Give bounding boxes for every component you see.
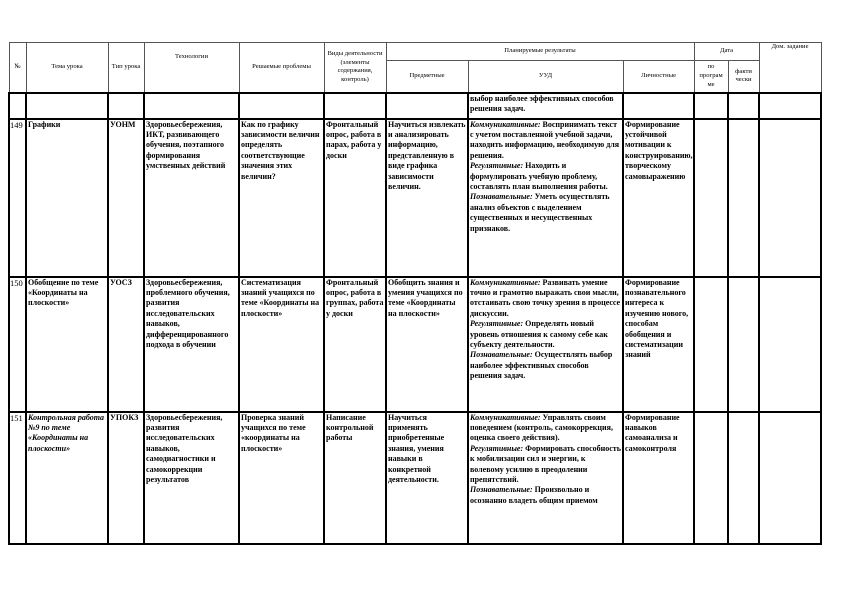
header-problems: Решаемые проблемы xyxy=(239,43,324,93)
problems: Систематизация знаний учащихся по теме «Координаты на плоскости» xyxy=(239,277,324,412)
uud-item xyxy=(470,278,621,320)
uud-text: Осуществлять выбор наиболее эффективных способов решения задач. xyxy=(470,350,613,381)
uud-label: Регулятивные: xyxy=(470,319,524,329)
date-by-program-cell[interactable] xyxy=(694,412,728,544)
personal-results: Формирование познавательного интереса к изучению нового, способам обобщения и систематизации знаний xyxy=(623,277,694,412)
uud-label: Регулятивные: xyxy=(470,161,524,171)
header-uud: УУД xyxy=(468,61,623,93)
header-personal: Личностные xyxy=(623,61,694,93)
uud-text: Управлять своим поведением (контроль, самокоррекция, оценка своего действия). xyxy=(470,412,613,443)
continuation-uud: выбор наиболее эффективных способов решения задач. xyxy=(468,93,623,119)
date-actual-cell[interactable] xyxy=(728,412,759,544)
header-activity: Виды деятельности (элементы содержания, контроль) xyxy=(324,43,386,93)
personal-results: Формирование навыков самоанализа и самоконтроля xyxy=(623,412,694,544)
uud-results xyxy=(468,412,623,544)
homework-cell[interactable] xyxy=(759,277,821,412)
uud-item xyxy=(470,350,621,381)
lesson-topic: Графики xyxy=(26,119,108,277)
header-by-program: по програм ме xyxy=(694,61,728,93)
personal-results: Формирование устойчивой мотивации к конструированию, творческому самовыражению xyxy=(623,119,694,277)
uud-text: Формировать способность к мобилизации сил и энергии, к волевому усилию в преодолении препятствий. xyxy=(470,443,621,484)
header-tech: Технологии xyxy=(144,43,239,93)
uud-text: Произвольно и осознанно владеть общим приемом xyxy=(470,485,598,505)
uud-item xyxy=(470,485,621,506)
subject-results: Научиться применять приобретенные знания, умения навыки в конкретной деятельности. xyxy=(386,412,468,544)
date-by-program-cell[interactable] xyxy=(694,277,728,412)
uud-text: Уметь осуществлять анализ объектов с выделением существенных и несущественных признаков. xyxy=(470,192,610,233)
uud-item xyxy=(470,319,621,350)
header-homework: Дом. задание xyxy=(759,43,821,93)
uud-label: Коммуникативные: xyxy=(470,277,541,287)
date-by-program-cell[interactable] xyxy=(694,119,728,277)
lesson-number: 149 xyxy=(9,119,26,277)
homework-cell[interactable] xyxy=(759,119,821,277)
lesson-number: 150 xyxy=(9,277,26,412)
technologies: Здоровьесбережения, развития исследовательских навыков, самодиагностики и самокоррекции результатов xyxy=(144,412,239,544)
header-date: Дата xyxy=(694,43,759,61)
header-subject: Предметные xyxy=(386,61,468,93)
header-topic: Тема урока xyxy=(26,43,108,93)
lesson-topic: Обобщение по теме «Координаты на плоскости» xyxy=(26,277,108,412)
uud-item xyxy=(470,192,621,234)
lesson-type: УОСЗ xyxy=(108,277,144,412)
activity-types: Фронтальный опрос, работа в парах, работа у доски xyxy=(324,119,386,277)
lesson-type: УОНМ xyxy=(108,119,144,277)
table-row xyxy=(9,277,821,412)
date-actual-cell[interactable] xyxy=(728,119,759,277)
uud-item xyxy=(470,413,621,444)
uud-item xyxy=(470,444,621,486)
subject-results: Обобщить знания и умения учащихся по теме «Координаты на плоскости» xyxy=(386,277,468,412)
lesson-number: 151 xyxy=(9,412,26,544)
table-row xyxy=(9,412,821,544)
uud-label: Познавательные: xyxy=(470,485,533,495)
continuation-row xyxy=(9,93,821,119)
subject-results: Научиться извлекать и анализировать информацию, представленную в виде графика зависимости величин. xyxy=(386,119,468,277)
lesson-plan-table xyxy=(8,42,822,545)
uud-label: Познавательные: xyxy=(470,350,533,360)
table-row xyxy=(9,119,821,277)
activity-types: Фронтальный опрос, работа в группах, работа у доски xyxy=(324,277,386,412)
uud-results xyxy=(468,119,623,277)
uud-label: Познавательные: xyxy=(470,192,533,202)
uud-text: Воспринимать текст с учетом поставленной учебной задачи, находить информацию, необходимую для решения. xyxy=(470,119,620,160)
header-planned: Планируемые результаты xyxy=(386,43,694,61)
problems: Как по графику зависимости величин определять соответствующие значения этих величин? xyxy=(239,119,324,277)
technologies: Здоровьесбережения, проблемного обучения, развития исследовательских навыков, дифференцированного подхода в обучении xyxy=(144,277,239,412)
header-type: Тип урока xyxy=(108,43,144,93)
problems: Проверка знаний учащихся по теме «координаты на плоскости» xyxy=(239,412,324,544)
uud-label: Коммуникативные: xyxy=(470,119,541,129)
uud-results xyxy=(468,277,623,412)
uud-label: Регулятивные: xyxy=(470,443,524,453)
lesson-type: УПОКЗ xyxy=(108,412,144,544)
uud-label: Коммуникативные: xyxy=(470,412,541,422)
uud-item xyxy=(470,161,621,192)
lesson-topic: Контрольная работа №9 по теме «Координаты на плоскости» xyxy=(26,412,108,544)
header-num: № xyxy=(9,43,26,93)
uud-text: Определять новый уровень отношения к самому себе как субъекту деятельности. xyxy=(470,319,608,349)
header-actual: факти чески xyxy=(728,61,759,93)
uud-item xyxy=(470,120,621,162)
homework-cell[interactable] xyxy=(759,412,821,544)
date-actual-cell[interactable] xyxy=(728,277,759,412)
uud-text: Находить и формулировать учебную проблему, составлять план выполнения работы. xyxy=(470,161,608,191)
technologies: Здоровьесбережения, ИКТ, развивающего обучения, поэтапного формирования умственных действий xyxy=(144,119,239,277)
activity-types: Написание контрольной работы xyxy=(324,412,386,544)
uud-text: Развивать умение точно и грамотно выражать свои мысли, отстаивать свою точку зрения в процессе дискуссии. xyxy=(470,277,621,318)
